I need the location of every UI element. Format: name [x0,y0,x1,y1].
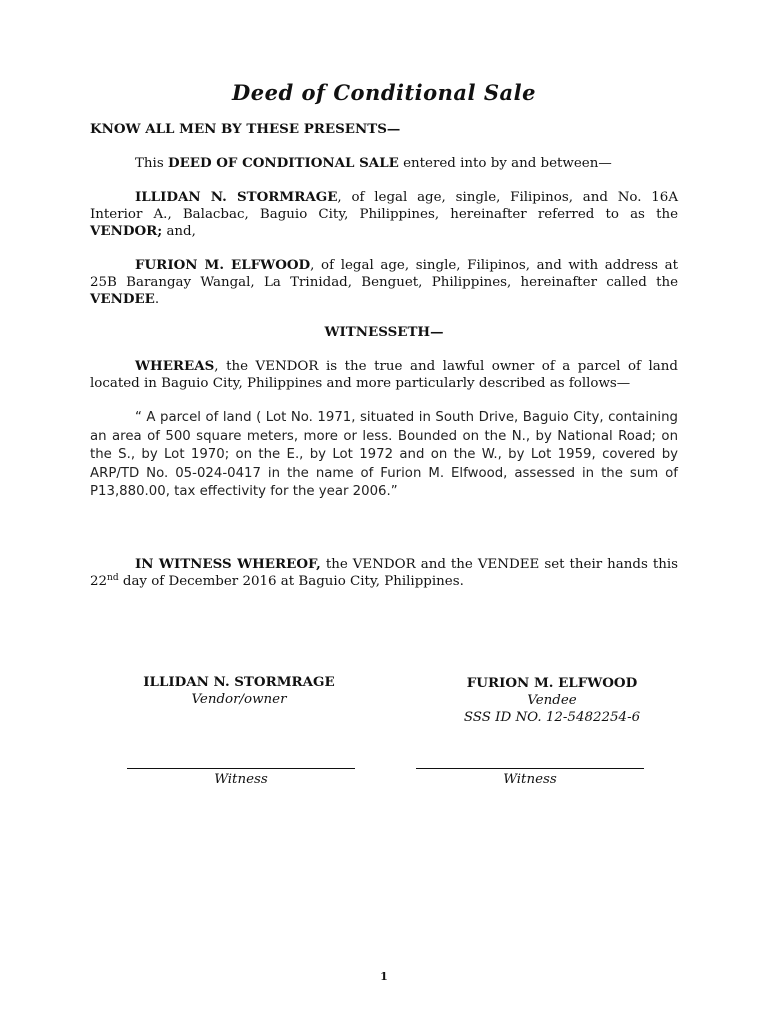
in-witness-text: the VENDOR and the VENDEE set their hands this 22 [90,557,678,589]
vendor-end: and, [162,224,196,239]
vendor-name: ILLIDAN N. STORMRAGE [135,189,338,205]
vendee-paragraph [90,257,678,308]
vendor-signature-block [109,674,369,708]
vendee-signature-block [422,675,682,726]
whereas-paragraph [90,358,678,392]
vendee-text: , of legal age, single, Filipinos, and with address at 25B Barangay Wangal, La Trinidad, Benguet, Philippines, hereinafter called the [90,258,678,290]
vendee-sss-id: SSS ID NO. 12-5482254-6 [463,710,641,725]
vendor-role: VENDOR; [90,223,163,239]
document-title: Deed of Conditional Sale [232,80,536,105]
vendee-signatory-name: FURION M. ELFWOOD [466,675,638,691]
witness-label-right: Witness [503,772,557,787]
vendee-role: VENDEE [90,291,155,307]
opening-pre: This [135,156,168,171]
vendor-paragraph [90,189,678,240]
witness-signature-line-left [127,768,355,769]
vendee-end: . [154,292,160,307]
witness-signature-line-right [416,768,644,769]
witness-label-left: Witness [214,772,268,787]
property-description: “ A parcel of land ( Lot No. 1971, situated in South Drive, Baguio City, containing an area of 500 square meters, more or less. Bounded on the N., by National Road; on the S., by Lot 1970; on the E., by Lot 1972 and on the W., by Lot 1959, covered by ARP/TD No. 05-024-0417 in the name of Furion M. Elfwood, assessed in the sum of P13,880.00, tax effectivity for the year 2006.” [90,410,678,499]
witnesseth-heading: WITNESSETH— [324,324,444,340]
vendee-name: FURION M. ELFWOOD [135,257,311,273]
in-witness-paragraph [90,556,678,590]
in-witness-label: IN WITNESS WHEREOF, [135,556,321,572]
intro-line: KNOW ALL MEN BY THESE PRESENTS— [90,121,401,137]
whereas-label: WHEREAS [135,358,215,374]
day-suffix: nd [107,573,119,583]
page-number: 1 [380,970,388,983]
vendor-text: , of legal age, single, Filipinos, and No. 16A Interior A., Balacbac, Baguio City, Philippines, hereinafter referred to as the [90,190,678,222]
opening-deed-title: DEED OF CONDITIONAL SALE [167,155,399,171]
vendee-signatory-role: Vendee [527,693,577,708]
opening-paragraph [90,155,678,172]
opening-post: entered into by and between— [398,156,612,171]
in-witness-end: day of December 2016 at Baguio City, Philippines. [118,574,464,589]
whereas-text: , the VENDOR is the true and lawful owner of a parcel of land located in Baguio City, Philippines and more particularly described as follows— [90,359,678,391]
vendor-signatory-name: ILLIDAN N. STORMRAGE [143,674,335,690]
vendor-signatory-role: Vendor/owner [191,692,287,707]
